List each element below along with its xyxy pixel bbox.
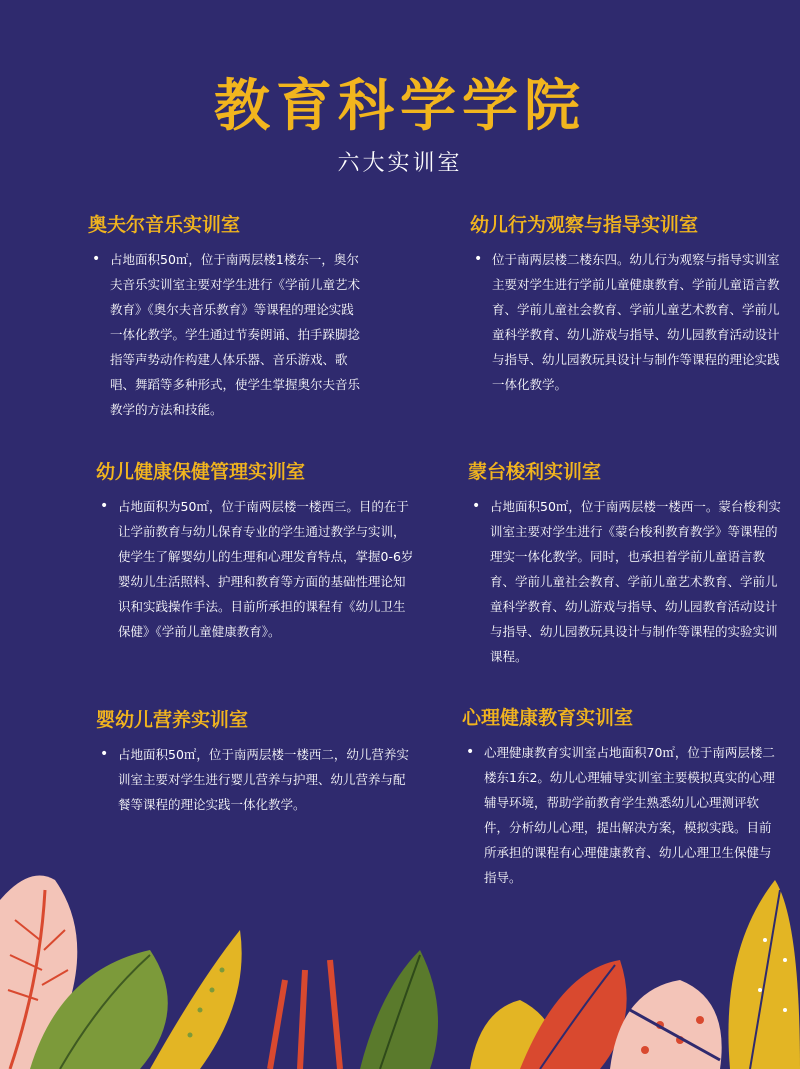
section-text: • 占地面积50㎡，位于南两层楼1楼东一，奥尔夫音乐实训室主要对学生进行《学前儿童艺术教育》《奥尔夫音乐教育》等课程的理论实践一体化教学。学生通过节奏朗诵、拍手跺脚捻指等声势动作构建人体乐器、音乐游戏、歌唱、舞蹈等多种形式，使学生掌握奥尔夫音乐教学的方法和技能。	[88, 247, 360, 422]
section-title: 幼儿健康保健管理实训室	[96, 461, 306, 483]
page-title: 教育科学学院	[214, 74, 586, 139]
page-subtitle: 六大实训室	[337, 151, 463, 176]
section-text: • 占地面积50㎡，位于南两层楼一楼西一。蒙台梭利实训室主要对学生进行《蒙台梭利教育教学》等课程的理实一体化教学。同时，也承担着学前儿童语言教育、学前儿童社会教育、学前儿童艺术教育、学前儿童科学教育、幼儿游戏与指导、幼儿园教育活动设计与指导、幼儿园教玩具设计与制作等课程的实验实训课程。	[468, 494, 782, 669]
red-leaf-stems	[270, 960, 340, 1069]
dark-green-leaf	[360, 950, 438, 1069]
section-text: • 位于南两层楼二楼东四。幼儿行为观察与指导实训室主要对学生进行学前儿童健康教育、学前儿童语言教育、学前儿童社会教育、学前儿童艺术教育、学前儿童科学教育、幼儿游戏与指导、幼儿园教育活动设计与指导、幼儿园教玩具设计与制作等课程的理论实践一体化教学。	[470, 247, 782, 397]
tropical-leaves-illustration	[0, 860, 800, 1069]
section-title: 婴幼儿营养实训室	[96, 709, 249, 731]
section-text: • 心理健康教育实训室占地面积70㎡，位于南两层楼二楼东1东2。幼儿心理辅导实训室主要模拟真实的心理辅导环境，帮助学前教育学生熟悉幼儿心理测评软件，分析幼儿心理，提出解决方案，模拟实践。目前所承担的课程有心理健康教育、幼儿心理卫生保健与指导。	[462, 740, 782, 890]
section-title: 奥夫尔音乐实训室	[88, 214, 241, 236]
pink-monstera-leaf	[610, 980, 722, 1069]
section-title: 心理健康教育实训室	[462, 707, 634, 729]
section-behavior-observation-lab	[470, 210, 782, 397]
section-title: 幼儿行为观察与指导实训室	[470, 214, 699, 236]
yellow-right-leaf	[728, 880, 800, 1069]
section-orff-music-lab	[88, 210, 360, 422]
section-text: • 占地面积为50㎡，位于南两层楼一楼西三。目的在于让学前教育与幼儿保育专业的学生通过教学与实训，使学生了解婴幼儿的生理和心理发育特点，掌握0-6岁婴幼儿生活照料、护理和教育等方面的基础性理论知识和实践操作手法。目前所承担的课程有《幼儿卫生保健》《学前儿童健康教育》。	[96, 494, 414, 644]
section-montessori-lab	[468, 457, 782, 669]
section-health-care-lab	[96, 457, 414, 644]
section-title: 蒙台梭利实训室	[468, 461, 602, 483]
section-text: • 占地面积50㎡，位于南两层楼一楼西二，幼儿营养实训室主要对学生进行婴儿营养与护理、幼儿营养与配餐等课程的理论实践一体化教学。	[96, 742, 414, 817]
section-infant-nutrition-lab	[96, 705, 414, 817]
